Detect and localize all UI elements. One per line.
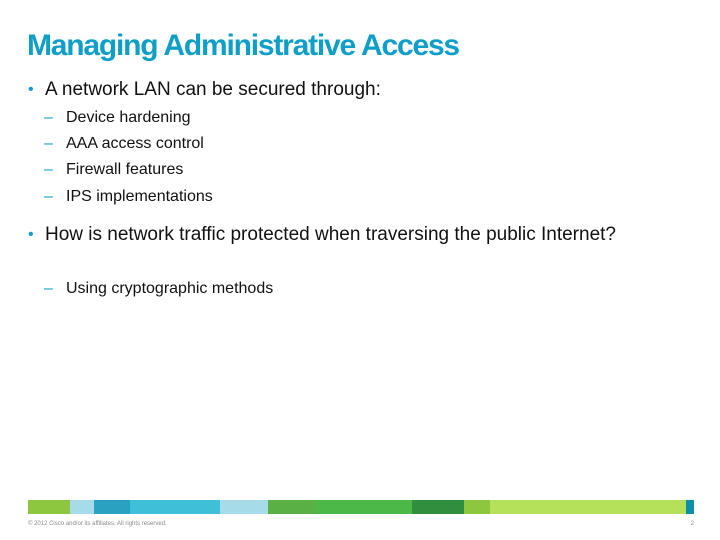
sub-item-text: Firewall features	[66, 161, 184, 178]
footer-copyright: © 2012 Cisco and/or its affiliates. All rights reserved.	[28, 521, 167, 527]
bullet-text: How is network traffic protected when traversing the public Internet?	[45, 224, 616, 245]
footer-bar-segment	[464, 500, 490, 514]
bullet-icon: •	[28, 81, 34, 98]
sub-item-text: AAA access control	[66, 135, 204, 152]
sub-item-text: Using cryptographic methods	[66, 280, 274, 297]
slide-title: Managing Administrative Access	[27, 29, 459, 62]
footer-bar-segment	[412, 500, 464, 514]
bullet-text: A network LAN can be secured through:	[45, 79, 381, 100]
dash-icon: –	[44, 161, 53, 178]
dash-icon: –	[44, 109, 53, 126]
dash-icon: –	[44, 280, 53, 297]
dash-icon: –	[44, 135, 53, 152]
footer-color-bar	[28, 500, 694, 514]
footer-bar-segment	[268, 500, 316, 514]
footer-bar-segment	[490, 500, 686, 514]
bullet-icon: •	[28, 226, 34, 243]
footer-bar-segment	[130, 500, 220, 514]
footer-bar-segment	[686, 500, 694, 514]
sub-item-text: IPS implementations	[66, 188, 213, 205]
footer-bar-segment	[220, 500, 268, 514]
footer-bar-segment	[316, 500, 412, 514]
footer-bar-segment	[28, 500, 70, 514]
footer-bar-segment	[70, 500, 94, 514]
dash-icon: –	[44, 188, 53, 205]
page-number: 2	[690, 521, 694, 527]
footer-bar-segment	[94, 500, 130, 514]
sub-item-text: Device hardening	[66, 109, 191, 126]
